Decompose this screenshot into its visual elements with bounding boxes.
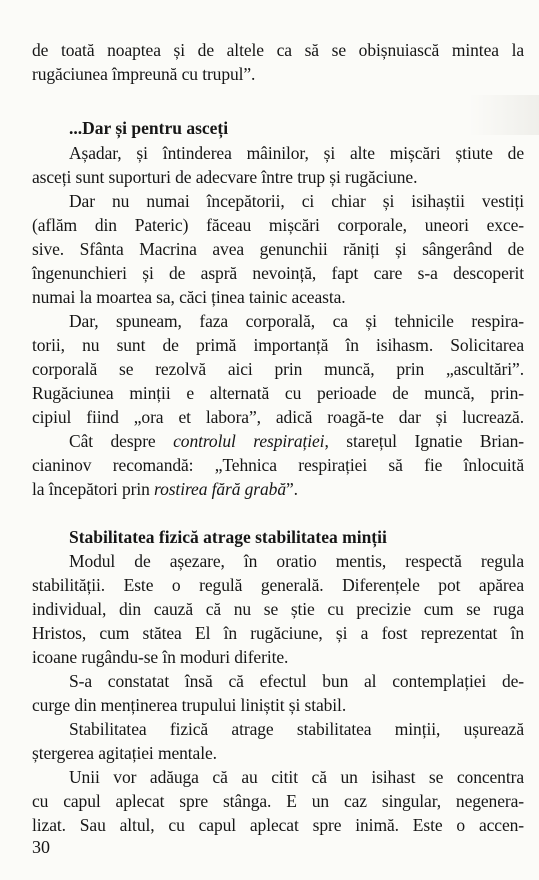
- text-line: Dar, spuneam, faza corporală, ca și tehnicile respira-: [69, 311, 524, 331]
- text-line: asceți sunt suporturi de adecvare între trup și rugăciune.: [32, 167, 418, 187]
- text-line: sive. Sfânta Macrina avea genunchii răniți și sângerând de: [32, 239, 524, 259]
- text-line: Modul de așezare, în oratio mentis, respectă regula: [69, 551, 524, 571]
- text-line: cianinov recomandă: „Tehnica respirației să fie înlocuită: [32, 455, 524, 475]
- text-line: de toată noaptea și de altele ca să se obișnuiască mintea la: [32, 40, 524, 60]
- text-line: corporală se rezolvă aici prin muncă, prin „ascultări”.: [32, 359, 524, 379]
- text-line: curge din menținerea trupului liniștit și stabil.: [32, 695, 347, 715]
- text-line: stabilității. Este o regulă generală. Diferențele pot apărea: [32, 575, 524, 595]
- text-line: [32, 477, 524, 501]
- text-line: Rugăciunea minții e alternată cu perioade de muncă, prin-: [32, 383, 524, 403]
- italic-text-run: rostirea fără grabă: [154, 479, 286, 499]
- text-line: (aflăm din Pateric) făceau mișcări corporale, uneori exce-: [32, 215, 524, 235]
- text-line: lizat. Sau altul, cu capul aplecat spre inimă. Este o accen-: [32, 815, 524, 835]
- text-line: Unii vor adăuga că au citit că un isihast se concentra: [69, 767, 524, 787]
- text-line: numai la moartea sa, căci ținea tainic aceasta.: [32, 287, 346, 307]
- text-run: Cât despre: [69, 431, 174, 451]
- text-line: individual, din cauză că nu se știe cu precizie cum se ruga: [32, 599, 524, 619]
- text-line: [69, 429, 524, 453]
- text-run: ”.: [285, 479, 298, 499]
- text-line: Hristos, cum stătea El în rugăciune, și a fost reprezentat în: [32, 623, 524, 643]
- text-line: Dar nu numai începătorii, ci chiar și isihaștii vestiți: [69, 191, 524, 211]
- text-line: cipiul fiind „ora et labora”, adică roagă-te dar și lucrează.: [32, 407, 524, 427]
- page-number: 30: [32, 837, 50, 857]
- text-line: Așadar, și întinderea mâinilor, și alte mișcări știute de: [69, 143, 524, 163]
- text-line: îngenunchieri și de aspră nevoință, fapt care s-a descoperit: [32, 263, 524, 283]
- text-line: S-a constatat însă că efectul bun al contemplației de-: [69, 671, 524, 691]
- text-line: rugăciunea împreună cu trupul”.: [32, 64, 256, 84]
- text-run: , starețul Ignatie Brian-: [324, 431, 524, 451]
- text-line: torii, nu sunt de primă importanță în isihasm. Solicitarea: [32, 335, 524, 355]
- text-line: cu capul aplecat spre stânga. E un caz singular, negenera-: [32, 791, 524, 811]
- text-line: ștergerea agitației mentale.: [32, 743, 217, 763]
- text-run: la începători prin: [32, 479, 155, 499]
- bleed-through-shadow: [469, 95, 539, 135]
- section-heading: Stabilitatea fizică atrage stabilitatea minții: [69, 527, 387, 547]
- text-line: Stabilitatea fizică atrage stabilitatea minții, ușurează: [69, 719, 524, 739]
- section-heading: ...Dar și pentru asceți: [69, 118, 229, 138]
- italic-text-run: controlul respirației: [173, 431, 325, 451]
- text-line: icoane rugându-se în moduri diferite.: [32, 647, 289, 667]
